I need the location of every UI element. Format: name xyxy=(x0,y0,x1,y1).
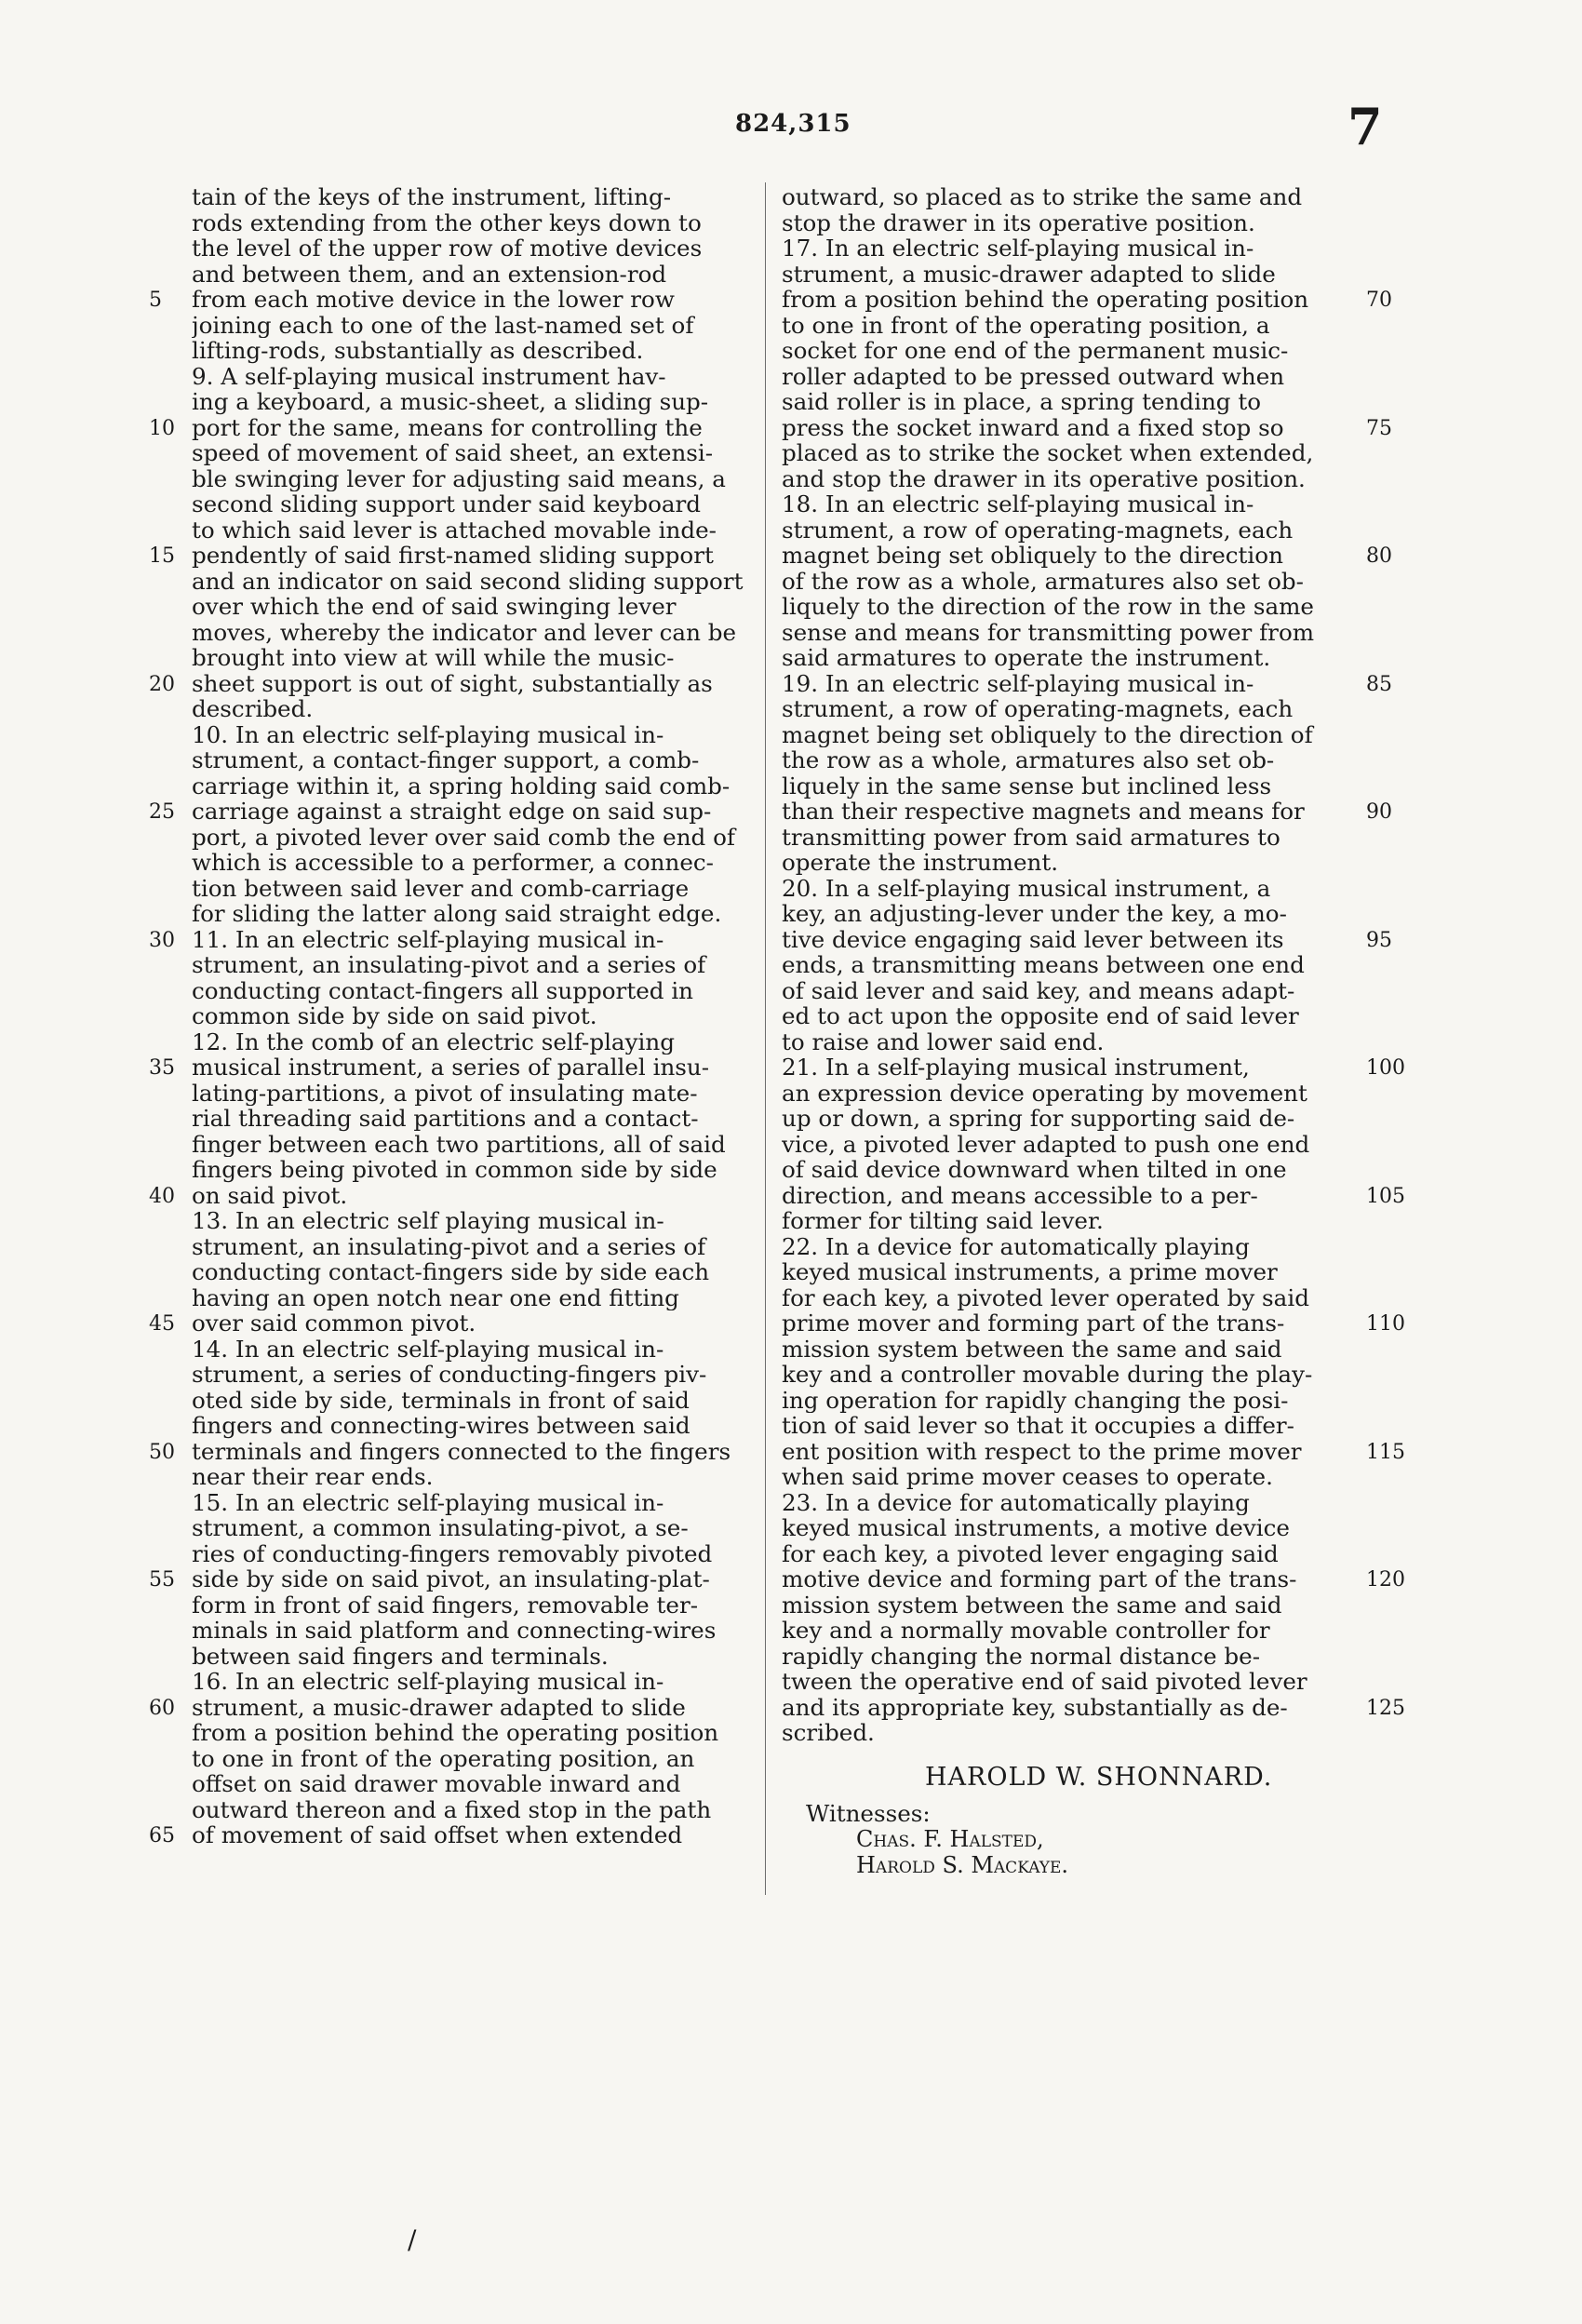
text-line: having an open notch near one end fitting xyxy=(192,1284,679,1310)
text-line: terminals and fingers connected to the fingers xyxy=(192,1438,731,1464)
text-line: pendently of said first-named sliding support xyxy=(192,543,714,569)
text-line: 16. In an electric self-playing musical in- xyxy=(192,1669,664,1695)
text-line: rods extending from the other keys down to xyxy=(192,209,702,235)
line-number: 20 xyxy=(149,672,175,696)
text-line: placed as to strike the socket when extended, xyxy=(782,440,1314,466)
text-line: mission system between the same and said xyxy=(782,1592,1282,1618)
text-line: over which the end of said swinging lever xyxy=(192,594,677,620)
text-line: carriage against a straight edge on said sup- xyxy=(192,799,712,825)
text-line: lating-partitions, a pivot of insulating mate- xyxy=(192,1080,698,1106)
text-line: liquely to the direction of the row in the same xyxy=(782,594,1314,620)
text-line: ble swinging lever for adjusting said means, a xyxy=(192,465,726,491)
text-line: for each key, a pivoted lever operated by said xyxy=(782,1284,1309,1310)
text-line: said armatures to operate the instrument. xyxy=(782,645,1271,671)
line-number: 55 xyxy=(149,1568,175,1592)
text-line: tion between said lever and comb-carriage xyxy=(192,875,690,901)
text-line: to which said lever is attached movable inde- xyxy=(192,517,717,543)
text-line: up or down, a spring for supporting said de- xyxy=(782,1106,1295,1132)
text-line: ing a keyboard, a music-sheet, a sliding sup- xyxy=(192,389,709,415)
text-line: for each key, a pivoted lever engaging said xyxy=(782,1540,1279,1566)
text-line: sheet support is out of sight, substantially as xyxy=(192,670,713,696)
line-number: 5 xyxy=(149,289,162,312)
text-line: of said lever and said key, and means adapt- xyxy=(782,977,1295,1003)
text-line: minals in said platform and connecting-wires xyxy=(192,1618,717,1644)
line-number: 120 xyxy=(1366,1568,1405,1592)
text-line: 20. In a self-playing musical instrument, a xyxy=(782,875,1271,901)
text-line: 11. In an electric self-playing musical in- xyxy=(192,926,664,952)
text-line: prime mover and forming part of the trans- xyxy=(782,1310,1285,1337)
text-line: and an indicator on said second sliding support xyxy=(192,568,744,594)
text-line: port for the same, means for controlling the xyxy=(192,414,703,440)
text-line: 14. In an electric self-playing musical in- xyxy=(192,1336,664,1362)
text-line: near their rear ends. xyxy=(192,1464,434,1490)
text-line: 10. In an electric self-playing musical in- xyxy=(192,721,664,747)
column-divider xyxy=(765,182,766,1895)
text-line: 21. In a self-playing musical instrument, xyxy=(782,1055,1250,1081)
line-number: 40 xyxy=(149,1184,175,1208)
line-number: 90 xyxy=(1366,800,1392,824)
text-line: carriage within it, a spring holding said comb- xyxy=(192,772,731,799)
text-line: lifting-rods, substantially as described. xyxy=(192,338,644,364)
witness-name: Chas. F. Halsted, xyxy=(856,1826,1044,1852)
text-line: mission system between the same and said xyxy=(782,1336,1282,1362)
text-line: scribed. xyxy=(782,1720,875,1746)
text-line: press the socket inward and a fixed stop so xyxy=(782,414,1284,440)
line-number: 115 xyxy=(1366,1440,1405,1464)
text-line: fingers being pivoted in common side by side xyxy=(192,1157,717,1183)
text-line: from each motive device in the lower row xyxy=(192,287,675,313)
text-line: offset on said drawer movable inward and xyxy=(192,1771,681,1797)
line-number: 60 xyxy=(149,1696,175,1720)
text-line: sense and means for transmitting power from xyxy=(782,619,1315,645)
text-line: tween the operative end of said pivoted lever xyxy=(782,1669,1307,1695)
text-line: speed of movement of said sheet, an extensi- xyxy=(192,440,714,466)
text-line: direction, and means accessible to a per- xyxy=(782,1182,1258,1208)
text-line: 9. A self-playing musical instrument hav- xyxy=(192,363,666,389)
text-line: former for tilting said lever. xyxy=(782,1208,1104,1234)
text-line: when said prime mover ceases to operate. xyxy=(782,1464,1273,1490)
text-line: outward, so placed as to strike the same and xyxy=(782,184,1303,210)
stray-mark: / xyxy=(408,2224,417,2255)
text-line: musical instrument, a series of parallel insu- xyxy=(192,1055,710,1081)
text-line: liquely in the same sense but inclined less xyxy=(782,772,1272,799)
text-line: 13. In an electric self playing musical in- xyxy=(192,1208,664,1234)
page-number: 7 xyxy=(1347,97,1383,156)
line-number: 125 xyxy=(1366,1696,1405,1720)
text-line: of the row as a whole, armatures also set ob- xyxy=(782,568,1304,594)
left-column xyxy=(192,184,748,1848)
text-line: 18. In an electric self-playing musical in- xyxy=(782,491,1254,517)
text-line: ends, a transmitting means between one end xyxy=(782,952,1305,978)
text-line: keyed musical instruments, a prime mover xyxy=(782,1259,1278,1285)
text-line: fingers and connecting-wires between said xyxy=(192,1413,690,1439)
text-line: from a position behind the operating position xyxy=(782,287,1309,313)
text-line: to one in front of the operating position, a xyxy=(782,312,1270,338)
patent-number: 824,315 xyxy=(735,110,851,138)
text-line: operate the instrument. xyxy=(782,850,1059,876)
text-line: outward thereon and a fixed stop in the path xyxy=(192,1796,712,1822)
text-line: motive device and forming part of the trans- xyxy=(782,1566,1297,1592)
text-line: port, a pivoted lever over said comb the end of xyxy=(192,824,736,850)
text-line: strument, a series of conducting-fingers piv- xyxy=(192,1362,707,1388)
text-line: transmitting power from said armatures to xyxy=(782,824,1280,850)
text-line: common side by side on said pivot. xyxy=(192,1003,597,1029)
line-number: 105 xyxy=(1366,1184,1405,1208)
text-line: ries of conducting-fingers removably pivoted xyxy=(192,1540,713,1566)
text-line: magnet being set obliquely to the direction xyxy=(782,543,1283,569)
line-number: 75 xyxy=(1366,416,1392,440)
text-line: strument, a music-drawer adapted to slide xyxy=(192,1694,686,1720)
line-number: 65 xyxy=(149,1824,175,1847)
text-line: conducting contact-fingers all supported in xyxy=(192,977,694,1003)
text-line: strument, an insulating-pivot and a series of xyxy=(192,952,706,978)
text-line: tive device engaging said lever between its xyxy=(782,926,1284,952)
inventor-signature: HAROLD W. SHONNARD. xyxy=(925,1763,1273,1792)
line-number: 85 xyxy=(1366,672,1392,696)
text-line: magnet being set obliquely to the direction of xyxy=(782,721,1313,747)
text-line: ed to act upon the opposite end of said lever xyxy=(782,1003,1299,1029)
text-line: strument, a row of operating-magnets, each xyxy=(782,517,1294,543)
line-number: 15 xyxy=(149,544,175,568)
text-line: conducting contact-fingers side by side each xyxy=(192,1259,710,1285)
line-number: 35 xyxy=(149,1056,175,1080)
line-number: 100 xyxy=(1366,1056,1405,1080)
text-line: for sliding the latter along said straight edge. xyxy=(192,901,722,927)
text-line: strument, a contact-finger support, a comb- xyxy=(192,747,700,773)
text-line: of movement of said offset when extended xyxy=(192,1822,683,1848)
text-line: and between them, and an extension-rod xyxy=(192,261,667,287)
text-line: over said common pivot. xyxy=(192,1310,476,1337)
text-line: tion of said lever so that it occupies a differ- xyxy=(782,1413,1294,1439)
text-line: between said fingers and terminals. xyxy=(192,1643,609,1669)
text-line: key, an adjusting-lever under the key, a mo- xyxy=(782,901,1287,927)
text-line: side by side on said pivot, an insulating-plat- xyxy=(192,1566,710,1592)
text-line: oted side by side, terminals in front of said xyxy=(192,1387,690,1413)
text-line: roller adapted to be pressed outward when xyxy=(782,363,1285,389)
text-line: the row as a whole, armatures also set ob- xyxy=(782,747,1275,773)
text-line: ing operation for rapidly changing the posi- xyxy=(782,1387,1289,1413)
text-line: described. xyxy=(192,696,314,722)
text-line: of said device downward when tilted in one xyxy=(782,1157,1287,1183)
text-line: strument, an insulating-pivot and a series of xyxy=(192,1233,706,1259)
text-line: rial threading said partitions and a contact- xyxy=(192,1106,699,1132)
line-number: 110 xyxy=(1366,1312,1405,1336)
witness-name: Harold S. Mackaye. xyxy=(856,1852,1069,1878)
text-line: 23. In a device for automatically playing xyxy=(782,1489,1250,1515)
text-line: 12. In the comb of an electric self-playing xyxy=(192,1028,675,1055)
line-number: 50 xyxy=(149,1440,175,1464)
text-line: socket for one end of the permanent music- xyxy=(782,338,1289,364)
line-number: 30 xyxy=(149,928,175,952)
line-number: 10 xyxy=(149,416,175,440)
text-line: than their respective magnets and means for xyxy=(782,799,1305,825)
text-line: stop the drawer in its operative position. xyxy=(782,209,1255,235)
text-line: key and a controller movable during the play- xyxy=(782,1362,1313,1388)
text-line: an expression device operating by movement xyxy=(782,1080,1307,1106)
text-line: second sliding support under said keyboard xyxy=(192,491,702,517)
text-line: ent position with respect to the prime mover xyxy=(782,1438,1302,1464)
text-line: 22. In a device for automatically playing xyxy=(782,1233,1250,1259)
line-number: 25 xyxy=(149,800,175,824)
text-line: on said pivot. xyxy=(192,1182,348,1208)
line-number: 95 xyxy=(1366,928,1392,952)
text-line: brought into view at will while the music- xyxy=(192,645,675,671)
text-line: to one in front of the operating position, an xyxy=(192,1745,695,1771)
text-line: the level of the upper row of motive devices xyxy=(192,235,703,262)
text-line: 17. In an electric self-playing musical in- xyxy=(782,235,1254,262)
text-line: which is accessible to a performer, a connec- xyxy=(192,850,714,876)
text-line: moves, whereby the indicator and lever can be xyxy=(192,619,737,645)
line-number: 70 xyxy=(1366,289,1392,312)
text-line: and stop the drawer in its operative position. xyxy=(782,465,1306,491)
text-line: strument, a music-drawer adapted to slide xyxy=(782,261,1276,287)
text-line: and its appropriate key, substantially as de- xyxy=(782,1694,1288,1720)
text-line: from a position behind the operating position xyxy=(192,1720,719,1746)
text-line: said roller is in place, a spring tending to xyxy=(782,389,1262,415)
text-line: tain of the keys of the instrument, lifting- xyxy=(192,184,672,210)
text-line: to raise and lower said end. xyxy=(782,1028,1105,1055)
text-line: 19. In an electric self-playing musical in- xyxy=(782,670,1254,696)
right-column xyxy=(782,184,1338,1746)
text-line: 15. In an electric self-playing musical in- xyxy=(192,1489,664,1515)
text-line: joining each to one of the last-named set of xyxy=(192,312,694,338)
text-line: strument, a common insulating-pivot, a se- xyxy=(192,1515,689,1541)
witnesses-label: Witnesses: xyxy=(806,1800,931,1827)
text-line: finger between each two partitions, all of said xyxy=(192,1131,726,1157)
text-line: keyed musical instruments, a motive device xyxy=(782,1515,1290,1541)
line-number: 45 xyxy=(149,1312,175,1336)
text-line: form in front of said fingers, removable ter- xyxy=(192,1592,699,1618)
text-line: rapidly changing the normal distance be- xyxy=(782,1643,1261,1669)
text-line: strument, a row of operating-magnets, each xyxy=(782,696,1294,722)
line-number: 80 xyxy=(1366,544,1392,568)
text-line: key and a normally movable controller for xyxy=(782,1618,1270,1644)
text-line: vice, a pivoted lever adapted to push one end xyxy=(782,1131,1310,1157)
